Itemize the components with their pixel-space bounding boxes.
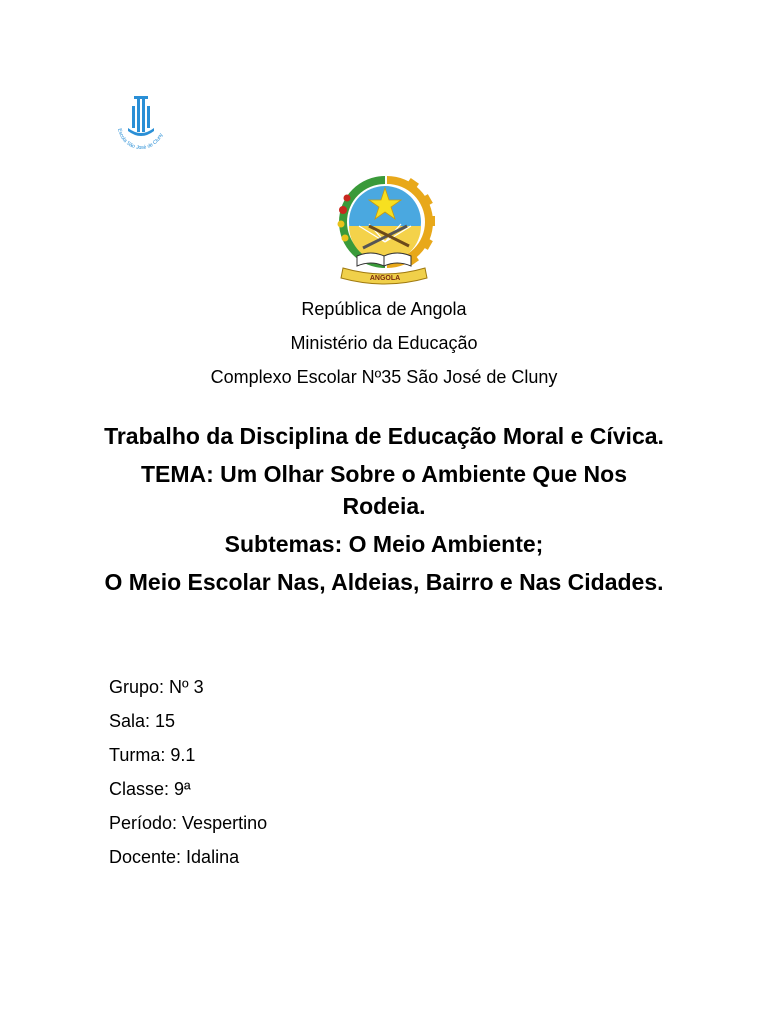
info-classe: Classe: 9ª bbox=[109, 779, 191, 799]
document-title bbox=[100, 420, 668, 604]
info-sala: Sala: 15 bbox=[109, 711, 176, 731]
header-ministry: Ministério da Educação bbox=[290, 333, 478, 353]
school-monogram-icon bbox=[110, 92, 172, 154]
school-logo-text: Escola São José de Cluny bbox=[116, 127, 165, 152]
info-periodo: Período: Vespertino bbox=[109, 813, 268, 833]
info-docente: Docente: Idalina bbox=[109, 847, 240, 867]
header-country: República de Angola bbox=[301, 299, 467, 319]
svg-text:Escola São José de Cluny bbox=[116, 128, 164, 151]
info-grupo: Grupo: Nº 3 bbox=[109, 677, 204, 697]
coat-of-arms-banner: ANGOLA bbox=[369, 275, 401, 282]
title-subtemas: Subtemas: O Meio Ambiente; bbox=[224, 531, 544, 557]
title-subtema-2: O Meio Escolar Nas, Aldeias, Bairro e Nas Cidades. bbox=[104, 569, 664, 595]
group-info bbox=[109, 670, 267, 874]
header-school: Complexo Escolar Nº35 São José de Cluny bbox=[210, 367, 558, 387]
title-discipline: Trabalho da Disciplina de Educação Moral e Cívica. bbox=[104, 423, 664, 449]
document-header bbox=[0, 292, 768, 394]
title-tema: TEMA: Um Olhar Sobre o Ambiente Que Nos Rodeia. bbox=[140, 461, 628, 519]
info-turma: Turma: 9.1 bbox=[109, 745, 196, 765]
angola-coat-of-arms-icon bbox=[329, 168, 439, 286]
